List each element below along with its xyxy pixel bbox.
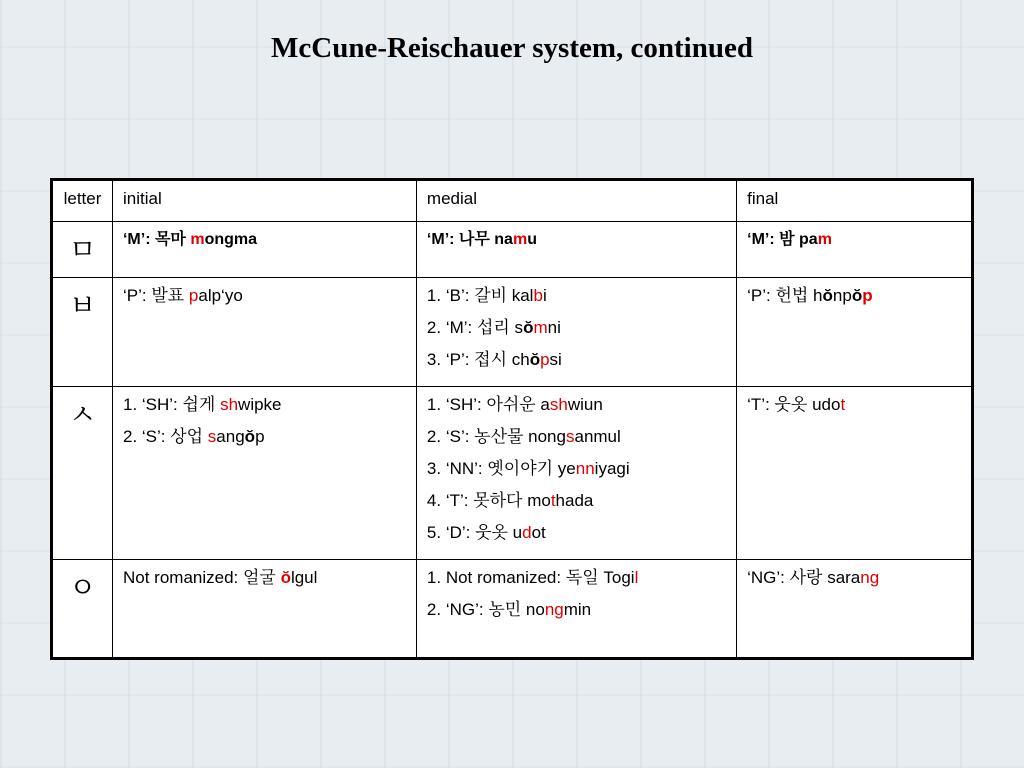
text-segment: ŏ <box>851 286 863 305</box>
final-cell <box>737 387 973 560</box>
text-segment: ng <box>860 568 880 587</box>
text-segment: ‘P’: 헌법 h <box>747 286 823 305</box>
table-row-bieup <box>52 278 973 387</box>
text-segment: t <box>840 395 846 414</box>
text-segment: p <box>188 286 199 305</box>
text-segment: nn <box>575 459 595 478</box>
text-segment: m <box>817 231 832 248</box>
text-segment: ‘P’: 발표 <box>122 286 189 305</box>
text-segment: ‘M’: 밤 pa <box>747 231 818 248</box>
cell-line <box>427 284 726 308</box>
text-segment: 5. ‘D’: 웃옷 u <box>426 523 523 542</box>
text-segment: d <box>522 523 532 542</box>
text-segment: 3. ‘NN’: 옛이야기 ye <box>426 459 576 478</box>
slide-title: McCune-Reischauer system, continued <box>271 32 753 64</box>
cell-line <box>123 425 406 449</box>
header-initial: initial <box>112 180 416 222</box>
text-segment: si <box>549 350 562 369</box>
text-segment: sh <box>549 395 568 414</box>
medial-cell <box>416 278 736 387</box>
text-segment: ŏ <box>244 427 256 446</box>
text-segment: ŏ <box>822 286 833 305</box>
cell-line <box>427 566 726 590</box>
text-segment: alp‘yo <box>198 286 243 305</box>
header-medial: medial <box>416 180 736 222</box>
text-segment: ongma <box>204 231 258 248</box>
text-segment: ot <box>531 523 546 542</box>
text-segment: ‘T’: 웃옷 udo <box>747 395 841 414</box>
text-segment: 2. ‘M’: 섭리 s <box>426 318 524 337</box>
text-segment: 3. ‘P’: 접시 ch <box>426 350 530 369</box>
cell-line <box>427 598 726 622</box>
cell-line <box>427 521 726 545</box>
romanization-table <box>50 178 974 660</box>
text-segment: ‘NG’: 사랑 sara <box>747 568 861 587</box>
text-segment: wiun <box>567 395 603 414</box>
text-segment: ni <box>547 318 561 337</box>
initial-cell <box>112 560 416 659</box>
text-segment: ŏ <box>529 350 541 369</box>
text-segment: wipke <box>238 395 282 414</box>
text-segment: hada <box>555 491 594 510</box>
text-segment: ng <box>544 600 564 619</box>
final-cell <box>737 560 973 659</box>
text-segment: 1. ‘SH’: 쉽게 <box>122 395 221 414</box>
initial-cell <box>112 222 416 278</box>
text-segment: i <box>542 286 547 305</box>
text-segment: iyagi <box>594 459 630 478</box>
text-segment: 2. ‘NG’: 농민 no <box>426 600 545 619</box>
cell-line <box>427 489 726 513</box>
text-segment: lgul <box>290 568 318 587</box>
cell-line <box>427 316 726 340</box>
text-segment: 2. ‘S’: 상업 <box>122 427 208 446</box>
final-cell <box>737 222 973 278</box>
medial-cell <box>416 222 736 278</box>
text-segment: ‘M’: 나무 na <box>426 231 513 248</box>
letter-cell: ㅇ <box>52 560 113 659</box>
text-segment: m <box>190 231 205 248</box>
text-segment: l <box>634 568 639 587</box>
cell-line <box>427 457 726 481</box>
text-segment: m <box>533 318 548 337</box>
text-segment: 2. ‘S’: 농산물 nong <box>426 427 566 446</box>
initial-cell <box>112 278 416 387</box>
cell-line <box>123 393 406 417</box>
text-segment: 1. Not romanized: 독일 Togi <box>426 568 635 587</box>
text-segment: ŏ <box>523 318 534 337</box>
table-row-mieum <box>52 222 973 278</box>
text-segment: b <box>533 286 543 305</box>
text-segment: p <box>255 427 265 446</box>
text-segment: ŏ <box>280 568 291 587</box>
text-segment: m <box>512 231 528 248</box>
text-segment: anmul <box>574 427 621 446</box>
text-segment: p <box>540 350 550 369</box>
text-segment: p <box>862 286 873 305</box>
cell-line <box>427 348 726 372</box>
letter-cell: ㅂ <box>52 278 113 387</box>
medial-cell <box>416 387 736 560</box>
medial-cell <box>416 560 736 659</box>
letter-cell: ㅁ <box>52 222 113 278</box>
text-segment: ang <box>216 427 245 446</box>
table-row-siot <box>52 387 973 560</box>
text-segment: s <box>207 427 217 446</box>
header-final: final <box>737 180 973 222</box>
cell-line <box>427 425 726 449</box>
final-cell <box>737 278 973 387</box>
text-segment: 1. ‘B’: 갈비 kal <box>426 286 534 305</box>
header-letter: letter <box>52 180 113 222</box>
text-segment: np <box>832 286 852 305</box>
cell-line <box>427 393 726 417</box>
text-segment: t <box>550 491 556 510</box>
text-segment: s <box>565 427 575 446</box>
initial-cell <box>112 387 416 560</box>
letter-cell: ㅅ <box>52 387 113 560</box>
table-row-ieung <box>52 560 973 659</box>
text-segment: Not romanized: 얼굴 <box>122 568 281 587</box>
text-segment: u <box>527 231 537 248</box>
text-segment: 4. ‘T’: 못하다 mo <box>426 491 551 510</box>
text-segment: ‘M’: 목마 <box>122 231 191 248</box>
text-segment: min <box>563 600 592 619</box>
text-segment: 1. ‘SH’: 아쉬운 a <box>426 395 550 414</box>
table-header-row <box>52 180 973 222</box>
text-segment: sh <box>220 395 239 414</box>
